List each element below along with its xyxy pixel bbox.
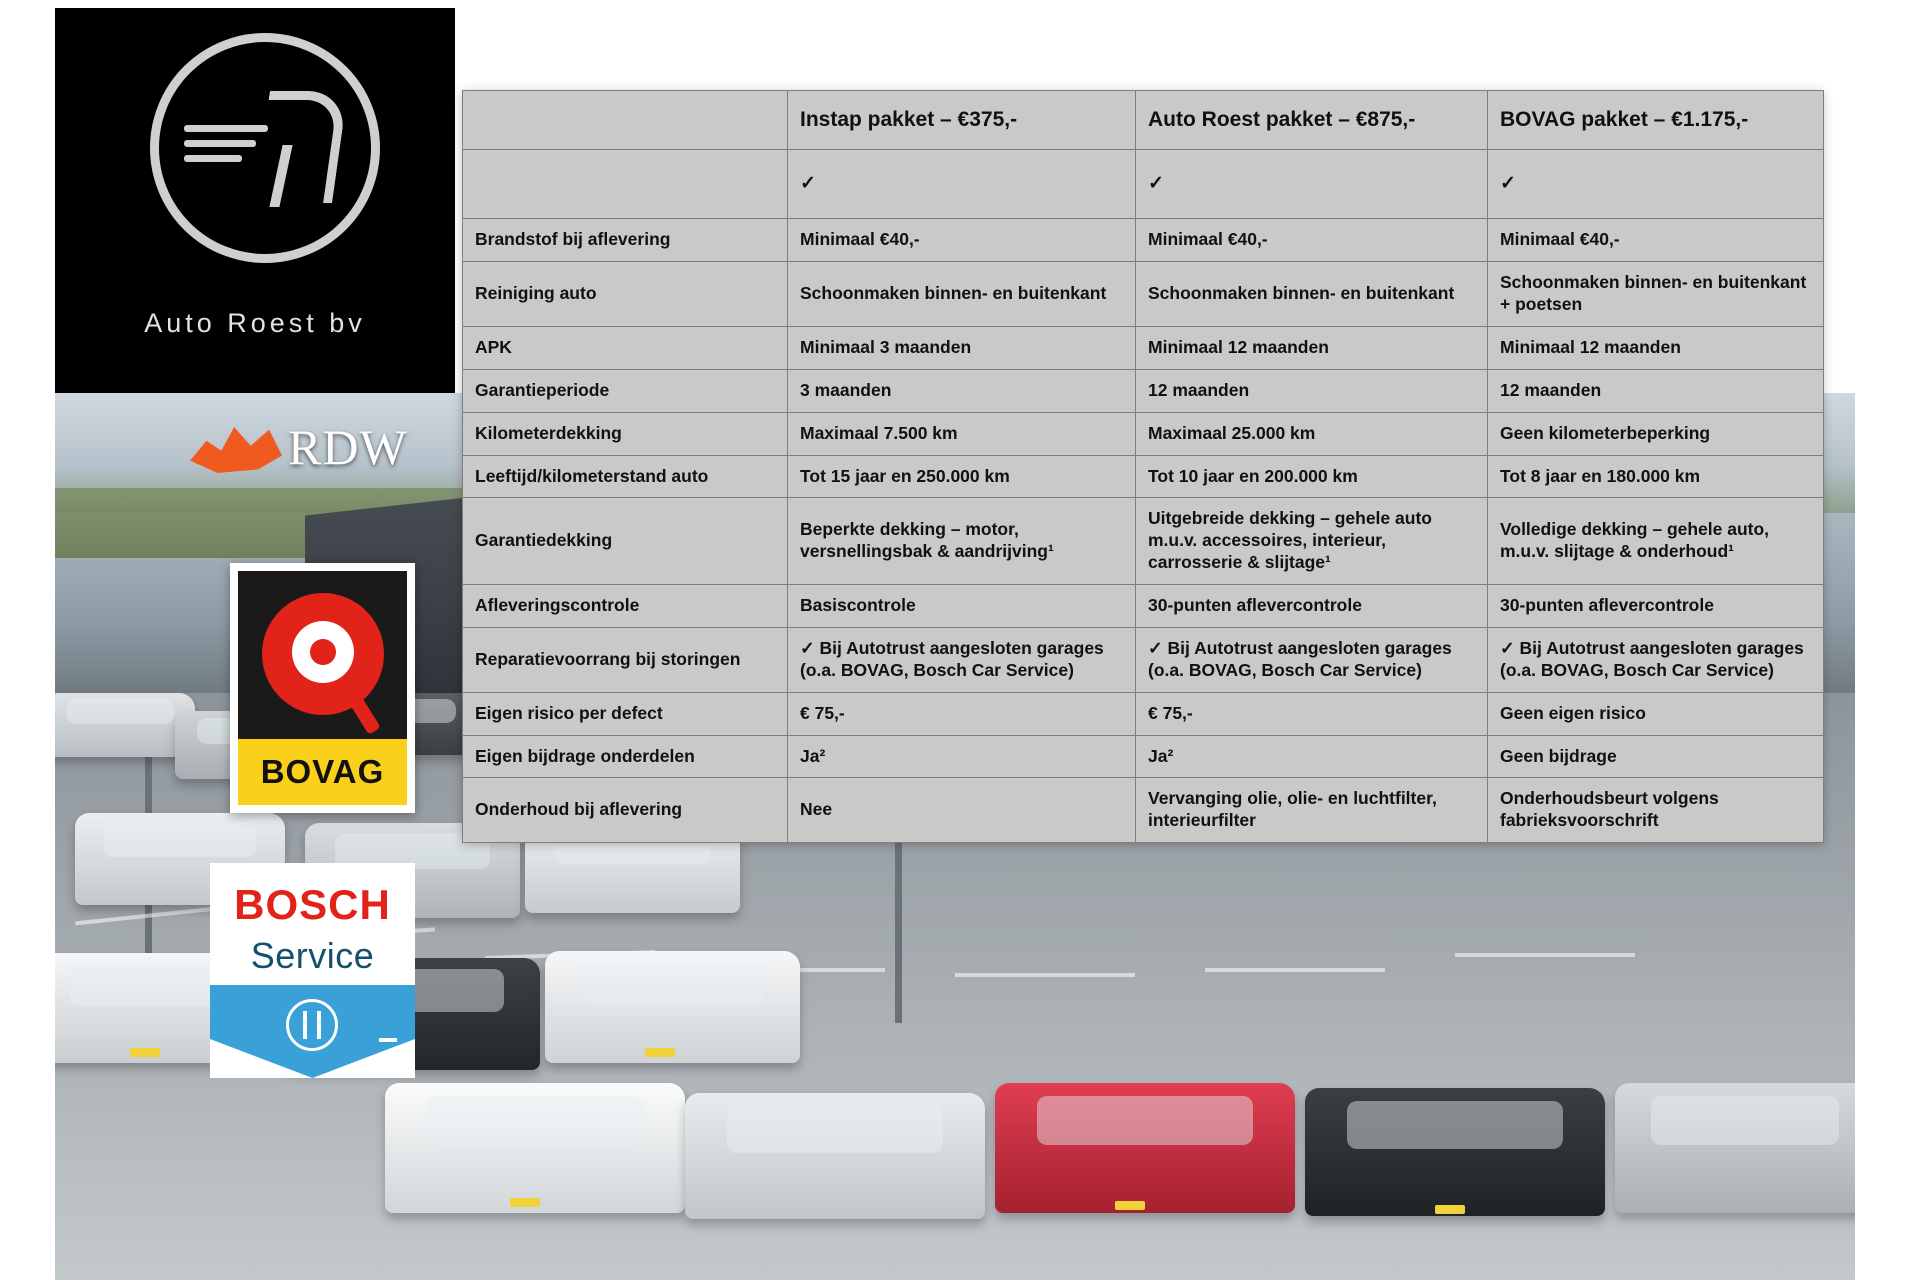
table-body bbox=[463, 150, 1824, 843]
photo-car bbox=[1615, 1083, 1855, 1213]
row-label: Brandstof bij aflevering bbox=[463, 219, 788, 262]
row-value-instap: ✓ Bij Autotrust aangesloten garages (o.a. BOVAG, Bosch Car Service) bbox=[788, 627, 1136, 692]
bosch-label-bottom: Service bbox=[250, 935, 375, 976]
row-value-auto-roest: ✓ bbox=[1136, 150, 1488, 219]
row-value-instap: Minimaal €40,- bbox=[788, 219, 1136, 262]
rdw-flame-icon bbox=[190, 416, 282, 478]
row-value-bovag: 12 maanden bbox=[1488, 369, 1824, 412]
table-header-row bbox=[463, 91, 1824, 150]
row-value-instap: ✓ bbox=[788, 150, 1136, 219]
row-value-auto-roest: Vervanging olie, olie- en luchtfilter, interieurfilter bbox=[1136, 778, 1488, 843]
bovag-emblem bbox=[238, 571, 407, 739]
photo-license-plate bbox=[1435, 1205, 1465, 1214]
table-row bbox=[463, 219, 1824, 262]
table-row bbox=[463, 585, 1824, 628]
auto-roest-logo bbox=[150, 33, 380, 263]
rdw-label: RDW bbox=[288, 419, 408, 475]
row-value-bovag: Tot 8 jaar en 180.000 km bbox=[1488, 455, 1824, 498]
row-value-auto-roest: Ja² bbox=[1136, 735, 1488, 778]
row-label: Reparatievoorrang bij storingen bbox=[463, 627, 788, 692]
row-value-auto-roest: Minimaal 12 maanden bbox=[1136, 326, 1488, 369]
row-value-instap: € 75,- bbox=[788, 692, 1136, 735]
row-value-instap: Nee bbox=[788, 778, 1136, 843]
row-value-bovag: Schoonmaken binnen- en buitenkant + poetsen bbox=[1488, 262, 1824, 327]
table-row bbox=[463, 692, 1824, 735]
table-row bbox=[463, 498, 1824, 585]
row-value-auto-roest: Maximaal 25.000 km bbox=[1136, 412, 1488, 455]
row-value-instap: Minimaal 3 maanden bbox=[788, 326, 1136, 369]
row-label: Kilometerdekking bbox=[463, 412, 788, 455]
table-row bbox=[463, 326, 1824, 369]
row-value-instap: Tot 15 jaar en 250.000 km bbox=[788, 455, 1136, 498]
photo-car bbox=[685, 1093, 985, 1219]
bosch-shield bbox=[210, 985, 415, 1078]
table-header-bovag: BOVAG pakket – €1.175,- bbox=[1488, 91, 1824, 150]
photo-car bbox=[995, 1083, 1295, 1213]
bovag-label: BOVAG bbox=[238, 739, 407, 805]
bovag-badge bbox=[230, 563, 415, 813]
table-row bbox=[463, 778, 1824, 843]
rdw-badge bbox=[190, 408, 480, 486]
table-row bbox=[463, 150, 1824, 219]
row-value-auto-roest: € 75,- bbox=[1136, 692, 1488, 735]
row-value-bovag: Onderhoudsbeurt volgens fabrieksvoorschrift bbox=[1488, 778, 1824, 843]
bosch-badge bbox=[210, 863, 415, 1078]
table-row bbox=[463, 412, 1824, 455]
brand-logo-block bbox=[55, 8, 455, 393]
package-comparison-table bbox=[462, 90, 1823, 843]
row-value-instap: 3 maanden bbox=[788, 369, 1136, 412]
bovag-circle-icon bbox=[262, 593, 384, 715]
row-label: Onderhoud bij aflevering bbox=[463, 778, 788, 843]
photo-license-plate bbox=[645, 1048, 675, 1057]
row-value-bovag: Minimaal 12 maanden bbox=[1488, 326, 1824, 369]
row-value-bovag: 30-punten aflevercontrole bbox=[1488, 585, 1824, 628]
row-value-instap: Basiscontrole bbox=[788, 585, 1136, 628]
row-value-bovag: Volledige dekking – gehele auto, m.u.v. slijtage & onderhoud¹ bbox=[1488, 498, 1824, 585]
row-value-auto-roest: Uitgebreide dekking – gehele auto m.u.v. accessoires, interieur, carrosserie & slijtage¹ bbox=[1136, 498, 1488, 585]
row-label: APK bbox=[463, 326, 788, 369]
photo-parking-line bbox=[1205, 968, 1385, 972]
row-label: Garantieperiode bbox=[463, 369, 788, 412]
photo-license-plate bbox=[510, 1198, 540, 1207]
row-label: Garantiedekking bbox=[463, 498, 788, 585]
table-row bbox=[463, 455, 1824, 498]
row-value-instap: Beperkte dekking – motor, versnellingsbak & aandrijving¹ bbox=[788, 498, 1136, 585]
table-row bbox=[463, 262, 1824, 327]
table-header-instap: Instap pakket – €375,- bbox=[788, 91, 1136, 150]
row-value-bovag: Geen bijdrage bbox=[1488, 735, 1824, 778]
row-value-instap: Schoonmaken binnen- en buitenkant bbox=[788, 262, 1136, 327]
brand-caption: Auto Roest bv bbox=[144, 308, 366, 338]
row-value-bovag: ✓ bbox=[1488, 150, 1824, 219]
photo-car bbox=[55, 693, 195, 757]
row-value-auto-roest: 30-punten aflevercontrole bbox=[1136, 585, 1488, 628]
row-value-auto-roest: Tot 10 jaar en 200.000 km bbox=[1136, 455, 1488, 498]
row-value-auto-roest: Minimaal €40,- bbox=[1136, 219, 1488, 262]
photo-parking-line bbox=[955, 973, 1135, 977]
table-header-auto-roest: Auto Roest pakket – €875,- bbox=[1136, 91, 1488, 150]
photo-parking-line bbox=[1455, 953, 1635, 957]
row-label: Leeftijd/kilometerstand auto bbox=[463, 455, 788, 498]
row-value-bovag: ✓ Bij Autotrust aangesloten garages (o.a. BOVAG, Bosch Car Service) bbox=[1488, 627, 1824, 692]
table-row bbox=[463, 369, 1824, 412]
table-row bbox=[463, 735, 1824, 778]
row-value-bovag: Geen eigen risico bbox=[1488, 692, 1824, 735]
row-value-instap: Maximaal 7.500 km bbox=[788, 412, 1136, 455]
logo-r-shape bbox=[254, 91, 348, 203]
row-value-bovag: Geen kilometerbeperking bbox=[1488, 412, 1824, 455]
row-label: Afleveringscontrole bbox=[463, 585, 788, 628]
bosch-label-top: BOSCH bbox=[234, 881, 391, 928]
row-label: Eigen bijdrage onderdelen bbox=[463, 735, 788, 778]
row-value-bovag: Minimaal €40,- bbox=[1488, 219, 1824, 262]
row-value-auto-roest: 12 maanden bbox=[1136, 369, 1488, 412]
row-label: Eigen risico per defect bbox=[463, 692, 788, 735]
photo-car bbox=[1305, 1088, 1605, 1216]
bosch-armature-icon bbox=[286, 999, 338, 1051]
photo-car bbox=[545, 951, 800, 1063]
row-label bbox=[463, 150, 788, 219]
row-value-instap: Ja² bbox=[788, 735, 1136, 778]
logo-speed-bars bbox=[184, 125, 268, 181]
row-value-auto-roest: ✓ Bij Autotrust aangesloten garages (o.a. BOVAG, Bosch Car Service) bbox=[1136, 627, 1488, 692]
row-label: Reiniging auto bbox=[463, 262, 788, 327]
row-value-auto-roest: Schoonmaken binnen- en buitenkant bbox=[1136, 262, 1488, 327]
photo-license-plate bbox=[130, 1048, 160, 1057]
photo-car bbox=[385, 1083, 685, 1213]
photo-license-plate bbox=[1115, 1201, 1145, 1210]
table-header-blank bbox=[463, 91, 788, 150]
table-row bbox=[463, 627, 1824, 692]
